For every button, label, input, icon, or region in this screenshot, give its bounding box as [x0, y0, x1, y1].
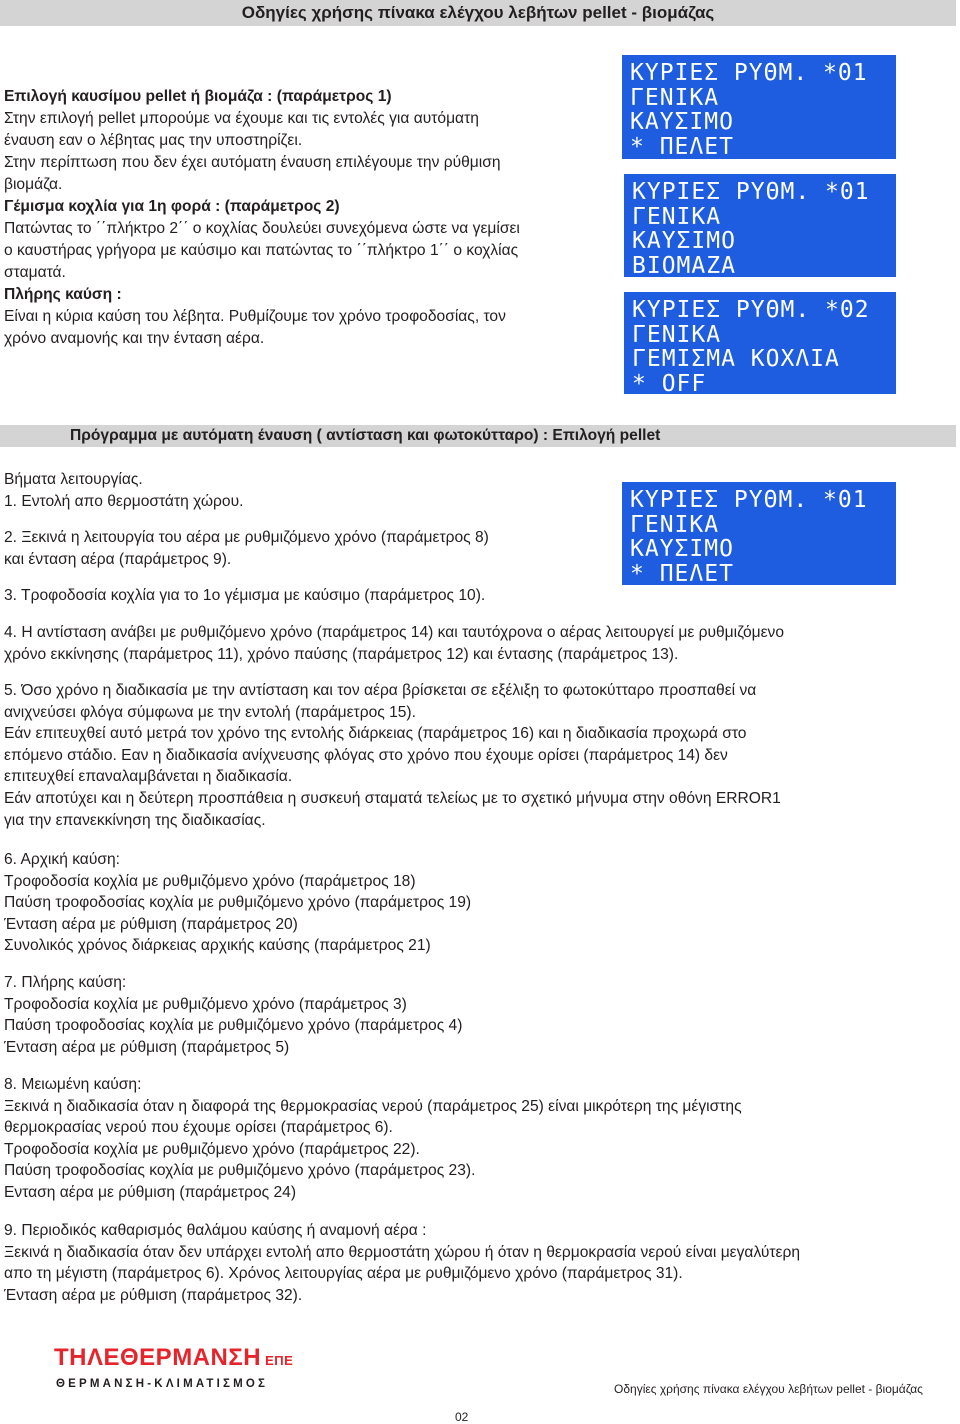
- step-line: Ένταση αέρα με ρύθμιση (παράμετρος 32).: [4, 1286, 303, 1304]
- lcd-row: ΓΕΝΙΚΑ: [632, 321, 722, 348]
- intro-line: Είναι η κύρια καύση του λέβητα. Ρυθμίζουμε τον χρόνο τροφοδοσίας, τον: [4, 308, 506, 325]
- intro-line: Στην περίπτωση που δεν έχει αυτόματη έναυση επιλέγουμε την ρύθμιση: [4, 154, 501, 171]
- step-line: 3. Τροφοδοσία κοχλία για το 1ο γέμισμα με καύσιμο (παράμετρος 10).: [4, 587, 486, 604]
- step-line: χρόνο εκκίνησης (παράμετρος 11), χρόνο παύσης (παράμετρος 12) και έντασης (παράμετρος 13).: [4, 645, 679, 663]
- step-line: 2. Ξεκινά η λειτουργία του αέρα με ρυθμιζόμενο χρόνο (παράμετρος 8): [4, 529, 489, 546]
- step-line: Εάν επιτευχθεί αυτό μετρά τον χρόνο της εντολής διάρκειας (παράμετρος 16) και η διαδικασία προχωρά στο: [4, 725, 747, 743]
- lcd-row: ΚΥΡΙΕΣ ΡΥΘΜ. *02: [632, 297, 870, 323]
- steps-intro: [4, 469, 243, 512]
- step-line: 8. Μειωμένη καύση:: [4, 1076, 142, 1093]
- intro-line: βιομάζα.: [4, 176, 63, 193]
- step-line: Παύση τροφοδοσίας κοχλία με ρυθμιζόμενο χρόνο (παράμετρος 19): [4, 894, 472, 912]
- step-7: [4, 972, 462, 1058]
- steps-heading: Βήματα λειτουργίας.: [4, 471, 143, 488]
- intro-line: Πατώντας το ΄΄πλήκτρο 2΄΄ ο κοχλίας δουλεύει συνεχόμενα ώστε να γεμίσει: [4, 220, 520, 237]
- section-title-bar: [0, 425, 956, 447]
- step-4: [4, 622, 784, 665]
- step-line: 6. Αρχική καύση:: [4, 851, 120, 868]
- step-line: Τροφοδοσία κοχλία με ρυθμιζόμενο χρόνο (παράμετρος 3): [4, 995, 407, 1013]
- step-5: [4, 680, 781, 831]
- step-line: Ξεκινά η διαδικασία όταν δεν υπάρχει εντολή απο θερμοστάτη χώρου ή όταν η θερμοκρασία νερού είναι μεγαλύτερη: [4, 1243, 801, 1261]
- step-line: επόμενο στάδιο. Εαν η διαδικασία ανίχνευσης φλόγας στο χρόνο που έχουμε ορίσει (παράμετρος 14) δεν: [4, 746, 728, 764]
- step-line: 4. Η αντίσταση ανάβει με ρυθμιζόμενο χρόνο (παράμετρος 14) και ταυτόχρονα ο αέρας λειτουργεί με ρυθμιζόμενο: [4, 624, 785, 641]
- step-line: Παύση τροφοδοσίας κοχλία με ρυθμιζόμενο χρόνο (παράμετρος 4): [4, 1017, 463, 1035]
- company-tagline: ΘΕΡΜΑΝΣΗ-ΚΛΙΜΑΤΙΣΜΟΣ: [56, 1378, 269, 1390]
- step-line: 9. Περιοδικός καθαρισμός θαλάμου καύσης ή αναμονή αέρα :: [4, 1222, 427, 1239]
- step-line: και ένταση αέρα (παράμετρος 9).: [4, 550, 232, 568]
- step-line: Συνολικός χρόνος διάρκειας αρχικής καύσης (παράμετρος 21): [4, 937, 431, 955]
- step-8: [4, 1074, 742, 1204]
- page-number: 02: [455, 1410, 469, 1424]
- auger-fill-heading: Γέμισμα κοχλία για 1η φορά : (παράμετρος 2): [4, 198, 340, 215]
- step-line: 5. Όσο χρόνο η διαδικασία με την αντίσταση και τον αέρα βρίσκεται σε εξέλιξη το φωτοκύτταρο προσπαθεί να: [4, 682, 757, 699]
- footer-doc-title: Οδηγίες χρήσης πίνακα ελέγχου λεβήτων pellet - βιομάζας: [614, 1382, 923, 1396]
- step-line: Τροφοδοσία κοχλία με ρυθμιζόμενο χρόνο (παράμετρος 18): [4, 872, 416, 890]
- lcd-row: * ΠΕΛΕΤ: [630, 560, 734, 587]
- page-header: [0, 0, 956, 26]
- intro-line: Στην επιλογή pellet μπορούμε να έχουμε και τις εντολές για αυτόματη: [4, 110, 479, 127]
- lcd-screen-biomass: [624, 174, 896, 277]
- step-line: Ξεκινά η διαδικασία όταν η διαφορά της θερμοκρασίας νερού (παράμετρος 25) είναι μικρότερη της μέγιστης: [4, 1097, 742, 1115]
- intro-line: χρόνο αναμονής και την ένταση αέρα.: [4, 330, 265, 347]
- intro-line: έναυση εαν ο λέβητας μας την υποστηρίζει.: [4, 132, 303, 149]
- lcd-screen-pellet: [622, 55, 896, 159]
- step-line: Τροφοδοσία κοχλία με ρυθμιζόμενο χρόνο (παράμετρος 22).: [4, 1140, 420, 1158]
- step-line: Παύση τροφοδοσίας κοχλία με ρυθμιζόμενο χρόνο (παράμετρος 23).: [4, 1162, 476, 1180]
- step-6: [4, 849, 471, 957]
- step-line: Ένταση αέρα με ρύθμιση (παράμετρος 5): [4, 1038, 290, 1056]
- lcd-row: ΓΕΝΙΚΑ: [630, 84, 720, 111]
- lcd-screen-auger-fill: [624, 292, 896, 397]
- step-2: [4, 527, 489, 570]
- lcd-row: * OFF: [632, 370, 707, 397]
- lcd-row: ΓΕΝΙΚΑ: [630, 511, 720, 538]
- fuel-selection-heading: Επιλογή καυσίμου pellet ή βιομάζα : (παράμετρος 1): [4, 88, 392, 105]
- lcd-row: ΓΕΝΙΚΑ: [632, 203, 722, 230]
- lcd-row: ΓΕΜΙΣΜΑ ΚΟΧΛΙΑ: [632, 346, 840, 372]
- step-line: ανιχνεύσει φλόγα σύμφωνα με την εντολή (παράμετρος 15).: [4, 703, 416, 721]
- step-line: Ένταση αέρα με ρύθμιση (παράμετρος 20): [4, 915, 298, 933]
- step-line: 7. Πλήρης καύση:: [4, 974, 127, 991]
- lcd-row: * ΠΕΛΕΤ: [630, 133, 734, 160]
- lcd-row: ΚΥΡΙΕΣ ΡΥΘΜ. *01: [630, 60, 868, 86]
- lcd-row: ΚΑΥΣΙΜΟ: [630, 109, 734, 135]
- lcd-row: ΚΥΡΙΕΣ ΡΥΘΜ. *01: [630, 487, 868, 513]
- lcd-row: ΚΥΡΙΕΣ ΡΥΘΜ. *01: [632, 179, 870, 205]
- step-1: 1. Εντολή απο θερμοστάτη χώρου.: [4, 492, 244, 510]
- step-line: θερμοκρασίας νερού που έχουμε ορίσει (παράμετρος 6).: [4, 1119, 393, 1137]
- company-name: ΤΗΛΕΘΕΡΜΑΝΣΗ: [54, 1344, 262, 1371]
- step-line: επιτευχθεί επαναλαμβάνεται η διαδικασία.: [4, 768, 293, 786]
- step-line: απο τη μέγιστη (παράμετρος 6). Χρόνος λειτουργίας αέρα με ρυθμιζόμενο χρόνο (παράμετρος 31).: [4, 1265, 683, 1283]
- full-combustion-heading: Πλήρης καύση :: [4, 286, 122, 303]
- step-line: για την επανεκκίνηση της διαδικασίας.: [4, 811, 266, 829]
- company-logo: [54, 1344, 293, 1372]
- lcd-row: ΚΑΥΣΙΜΟ: [630, 536, 734, 562]
- intro-text: [4, 86, 520, 350]
- lcd-row: ΚΑΥΣΙΜΟ: [632, 228, 736, 254]
- intro-line: σταματά.: [4, 264, 66, 281]
- step-line: Εάν αποτύχει και η δεύτερη προσπάθεια η συσκευή σταματά τελείως με το σχετικό μήνυμα στην οθόνη ERROR1: [4, 789, 781, 807]
- lcd-screen-pellet-auto: [622, 482, 896, 585]
- company-suffix: ΕΠΕ: [265, 1353, 294, 1368]
- section-title: Πρόγραμμα με αυτόματη έναυση ( αντίσταση και φωτοκύτταρο) : Επιλογή pellet: [70, 427, 661, 444]
- intro-line: ο καυστήρας γρήγορα με καύσιμο και πατώντας το ΄΄πλήκτρο 1΄΄ ο κοχλίας: [4, 242, 519, 259]
- lcd-row: ΒΙΟΜΑΖΑ: [632, 252, 736, 279]
- step-line: Ενταση αέρα με ρύθμιση (παράμετρος 24): [4, 1183, 297, 1201]
- page-header-title: Οδηγίες χρήσης πίνακα ελέγχου λεβήτων pellet - βιομάζας: [241, 3, 715, 22]
- step-9: [4, 1220, 800, 1306]
- step-3: [4, 585, 485, 607]
